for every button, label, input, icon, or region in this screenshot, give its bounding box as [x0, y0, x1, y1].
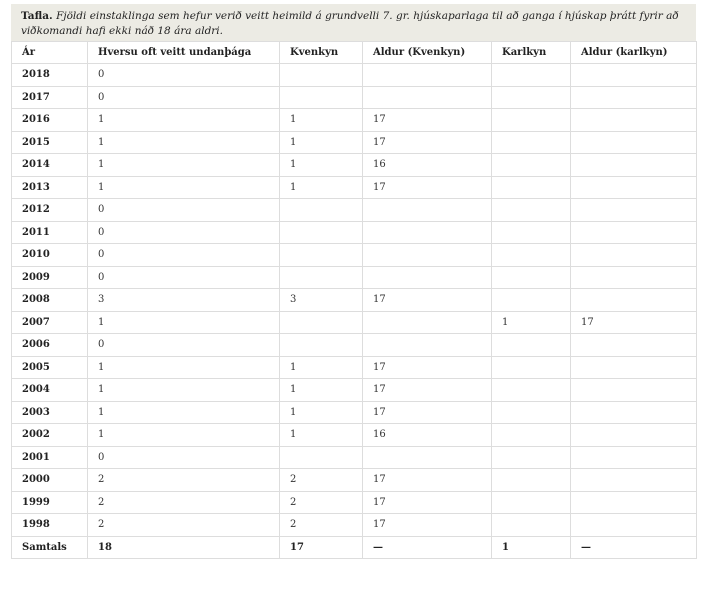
value-cell: 17 — [363, 514, 492, 537]
value-cell — [492, 64, 571, 87]
value-cell — [571, 199, 697, 222]
table-row — [12, 446, 697, 469]
value-cell — [363, 64, 492, 87]
value-cell — [571, 491, 697, 514]
value-cell: 1 — [88, 356, 280, 379]
year-cell: 2009 — [12, 266, 88, 289]
year-cell: 2004 — [12, 379, 88, 402]
value-cell: 1 — [280, 131, 363, 154]
value-cell — [363, 199, 492, 222]
value-cell: 1 — [88, 131, 280, 154]
value-cell — [280, 266, 363, 289]
value-cell: 2 — [88, 469, 280, 492]
value-cell — [571, 289, 697, 312]
year-cell: 2006 — [12, 334, 88, 357]
value-cell — [492, 356, 571, 379]
value-cell — [571, 401, 697, 424]
year-cell: 2013 — [12, 176, 88, 199]
table-row — [12, 401, 697, 424]
value-cell: 1 — [280, 424, 363, 447]
value-cell: 17 — [363, 356, 492, 379]
table-row — [12, 514, 697, 537]
value-cell — [280, 244, 363, 267]
value-cell: 16 — [363, 154, 492, 177]
data-table — [11, 41, 697, 559]
value-cell — [492, 154, 571, 177]
table-row — [12, 424, 697, 447]
value-cell: 0 — [88, 86, 280, 109]
value-cell: 1 — [88, 424, 280, 447]
value-cell — [571, 514, 697, 537]
value-cell: 2 — [280, 469, 363, 492]
value-cell — [492, 514, 571, 537]
value-cell — [571, 176, 697, 199]
column-header: Hversu oft veitt undanþága — [88, 42, 280, 64]
value-cell — [571, 131, 697, 154]
value-cell — [571, 86, 697, 109]
value-cell — [492, 334, 571, 357]
value-cell — [280, 86, 363, 109]
value-cell: 17 — [363, 491, 492, 514]
value-cell — [571, 109, 697, 132]
value-cell — [571, 334, 697, 357]
year-cell: 2017 — [12, 86, 88, 109]
total-value: — — [571, 536, 697, 559]
value-cell: 1 — [280, 401, 363, 424]
column-header: Aldur (karlkyn) — [571, 42, 697, 64]
value-cell — [492, 491, 571, 514]
table-row — [12, 221, 697, 244]
value-cell — [571, 244, 697, 267]
year-cell: 2015 — [12, 131, 88, 154]
table-row — [12, 289, 697, 312]
value-cell: 17 — [363, 379, 492, 402]
value-cell — [280, 311, 363, 334]
value-cell — [492, 131, 571, 154]
value-cell: 1 — [280, 379, 363, 402]
table-row — [12, 379, 697, 402]
value-cell: 0 — [88, 266, 280, 289]
value-cell — [571, 154, 697, 177]
year-cell: 2016 — [12, 109, 88, 132]
year-cell: 2000 — [12, 469, 88, 492]
value-cell: 2 — [88, 514, 280, 537]
column-header: Ár — [12, 42, 88, 64]
value-cell — [363, 221, 492, 244]
year-cell: 1999 — [12, 491, 88, 514]
value-cell: 3 — [88, 289, 280, 312]
table-row — [12, 266, 697, 289]
total-value: 1 — [492, 536, 571, 559]
value-cell: 17 — [363, 131, 492, 154]
year-cell: 1998 — [12, 514, 88, 537]
value-cell — [571, 356, 697, 379]
value-cell: 17 — [571, 311, 697, 334]
total-label: Samtals — [12, 536, 88, 559]
value-cell — [492, 109, 571, 132]
year-cell: 2002 — [12, 424, 88, 447]
value-cell: 17 — [363, 176, 492, 199]
value-cell — [571, 424, 697, 447]
value-cell — [363, 334, 492, 357]
value-cell — [571, 469, 697, 492]
table-row — [12, 491, 697, 514]
value-cell — [280, 221, 363, 244]
total-row — [12, 536, 697, 559]
value-cell: 16 — [363, 424, 492, 447]
table-row — [12, 86, 697, 109]
value-cell — [492, 176, 571, 199]
value-cell — [492, 424, 571, 447]
caption-text: Fjöldi einstaklinga sem hefur verið veitt heimild á grundvelli 7. gr. hjúskaparlaga til að ganga í hjúskap þrátt fyrir að viðkomandi hafi ekki náð 18 ára aldri. — [21, 10, 679, 37]
caption-label: Tafla. — [21, 10, 53, 22]
value-cell: 17 — [363, 109, 492, 132]
value-cell: 1 — [280, 109, 363, 132]
value-cell — [280, 334, 363, 357]
table-row — [12, 109, 697, 132]
column-header: Kvenkyn — [280, 42, 363, 64]
total-value: — — [363, 536, 492, 559]
value-cell: 1 — [280, 176, 363, 199]
value-cell — [280, 199, 363, 222]
value-cell: 1 — [88, 154, 280, 177]
table-row — [12, 311, 697, 334]
year-cell: 2003 — [12, 401, 88, 424]
table-row — [12, 244, 697, 267]
total-value: 17 — [280, 536, 363, 559]
year-cell: 2011 — [12, 221, 88, 244]
value-cell: 0 — [88, 221, 280, 244]
column-header: Karlkyn — [492, 42, 571, 64]
value-cell: 1 — [280, 154, 363, 177]
value-cell: 2 — [88, 491, 280, 514]
value-cell: 1 — [88, 311, 280, 334]
year-cell: 2012 — [12, 199, 88, 222]
value-cell: 17 — [363, 401, 492, 424]
value-cell — [492, 469, 571, 492]
value-cell — [571, 446, 697, 469]
value-cell: 1 — [280, 356, 363, 379]
year-cell: 2005 — [12, 356, 88, 379]
value-cell — [492, 221, 571, 244]
value-cell — [571, 221, 697, 244]
value-cell — [492, 244, 571, 267]
value-cell — [492, 446, 571, 469]
value-cell — [280, 446, 363, 469]
column-header: Aldur (Kvenkyn) — [363, 42, 492, 64]
value-cell: 1 — [88, 401, 280, 424]
value-cell — [363, 446, 492, 469]
year-cell: 2018 — [12, 64, 88, 87]
year-cell: 2008 — [12, 289, 88, 312]
value-cell: 0 — [88, 244, 280, 267]
table-container — [11, 4, 696, 559]
value-cell: 17 — [363, 289, 492, 312]
year-cell: 2010 — [12, 244, 88, 267]
value-cell — [492, 266, 571, 289]
value-cell: 0 — [88, 64, 280, 87]
table-row — [12, 334, 697, 357]
value-cell: 0 — [88, 334, 280, 357]
value-cell: 3 — [280, 289, 363, 312]
value-cell — [363, 266, 492, 289]
value-cell: 1 — [492, 311, 571, 334]
value-cell — [492, 379, 571, 402]
table-row — [12, 469, 697, 492]
value-cell — [492, 289, 571, 312]
value-cell — [492, 401, 571, 424]
value-cell — [571, 379, 697, 402]
table-row — [12, 356, 697, 379]
table-header-row — [12, 42, 697, 64]
value-cell — [363, 86, 492, 109]
table-row — [12, 131, 697, 154]
value-cell — [280, 64, 363, 87]
value-cell: 2 — [280, 514, 363, 537]
value-cell: 1 — [88, 109, 280, 132]
value-cell — [492, 199, 571, 222]
value-cell: 2 — [280, 491, 363, 514]
value-cell: 17 — [363, 469, 492, 492]
value-cell — [363, 311, 492, 334]
value-cell: 0 — [88, 199, 280, 222]
value-cell: 1 — [88, 176, 280, 199]
year-cell: 2001 — [12, 446, 88, 469]
year-cell: 2014 — [12, 154, 88, 177]
table-row — [12, 64, 697, 87]
table-body — [12, 64, 697, 559]
value-cell — [571, 266, 697, 289]
table-row — [12, 154, 697, 177]
value-cell — [492, 86, 571, 109]
table-caption — [11, 4, 696, 41]
value-cell: 0 — [88, 446, 280, 469]
value-cell — [571, 64, 697, 87]
value-cell — [363, 244, 492, 267]
year-cell: 2007 — [12, 311, 88, 334]
table-row — [12, 176, 697, 199]
value-cell: 1 — [88, 379, 280, 402]
total-value: 18 — [88, 536, 280, 559]
table-row — [12, 199, 697, 222]
